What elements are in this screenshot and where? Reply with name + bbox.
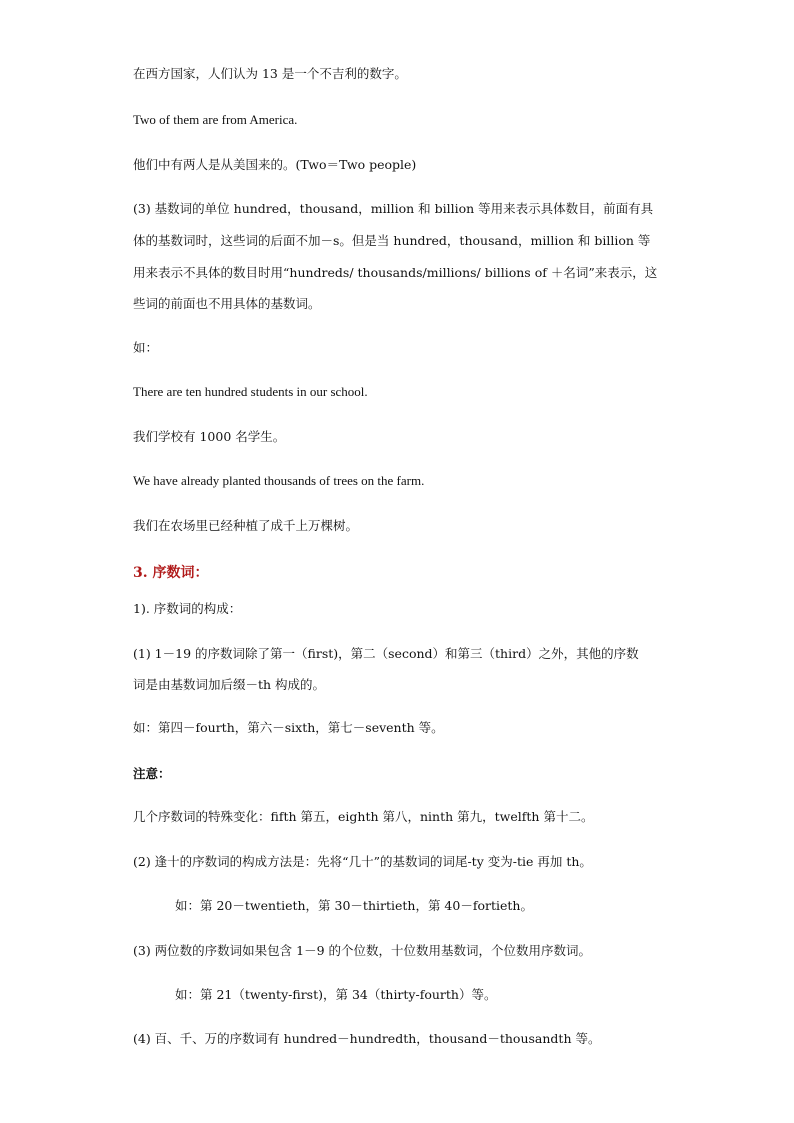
- paragraph-line: 词是由基数词加后缀－th 构成的。: [133, 677, 326, 692]
- example-sentence: We have already planted thousands of trees on the farm.: [133, 473, 425, 488]
- text-line: (2) 逢十的序数词的构成方法是：先将“几十”的基数词的词尾-ty 变为-tie 再加 th。: [133, 854, 592, 869]
- example-sentence: There are ten hundred students in our school.: [133, 384, 368, 399]
- text-line: 几个序数词的特殊变化：fifth 第五，eighth 第八，ninth 第九，twelfth 第十二。: [133, 809, 594, 824]
- section-heading: 3. 序数词：: [133, 565, 209, 581]
- paragraph-line: 用来表示不具体的数目时用“hundreds/ thousands/millions/ billions of ＋名词”来表示，这: [133, 265, 658, 280]
- indented-example: 如：第 21（twenty-first)，第 34（thirty-fourth）等。: [175, 987, 497, 1002]
- text-line: 如：: [133, 340, 159, 355]
- text-line: 我们学校有 1000 名学生。: [133, 429, 286, 444]
- subheading-line: 1). 序数词的构成：: [133, 601, 242, 616]
- indented-example: 如：第 20－twentieth，第 30－thirtieth，第 40－fortieth。: [175, 898, 533, 913]
- paragraph-line: (3) 基数词的单位 hundred，thousand，million 和 billion 等用来表示具体数目，前面有具: [133, 201, 654, 216]
- text-line: 在西方国家，人们认为 13 是一个不吉利的数字。: [133, 66, 407, 81]
- text-line: (4) 百、千、万的序数词有 hundred－hundredth，thousand－thousandth 等。: [133, 1031, 601, 1046]
- paragraph-line: 体的基数词时，这些词的后面不加－s。但是当 hundred，thousand，million 和 billion 等: [133, 233, 651, 248]
- paragraph-line: 些词的前面也不用具体的基数词。: [133, 296, 321, 311]
- paragraph-line: (1) 1－19 的序数词除了第一（first)，第二（second）和第三（third）之外，其他的序数: [133, 646, 639, 661]
- text-line: (3) 两位数的序数词如果包含 1－9 的个位数，十位数用基数词，个位数用序数词。: [133, 943, 592, 958]
- note-label: 注意：: [133, 766, 171, 781]
- text-line: 如：第四－fourth，第六－sixth，第七－seventh 等。: [133, 720, 444, 735]
- example-sentence: Two of them are from America.: [133, 112, 298, 127]
- text-line: 他们中有两人是从美国来的。(Two＝Two people): [133, 157, 417, 172]
- text-line: 我们在农场里已经种植了成千上万棵树。: [133, 518, 359, 533]
